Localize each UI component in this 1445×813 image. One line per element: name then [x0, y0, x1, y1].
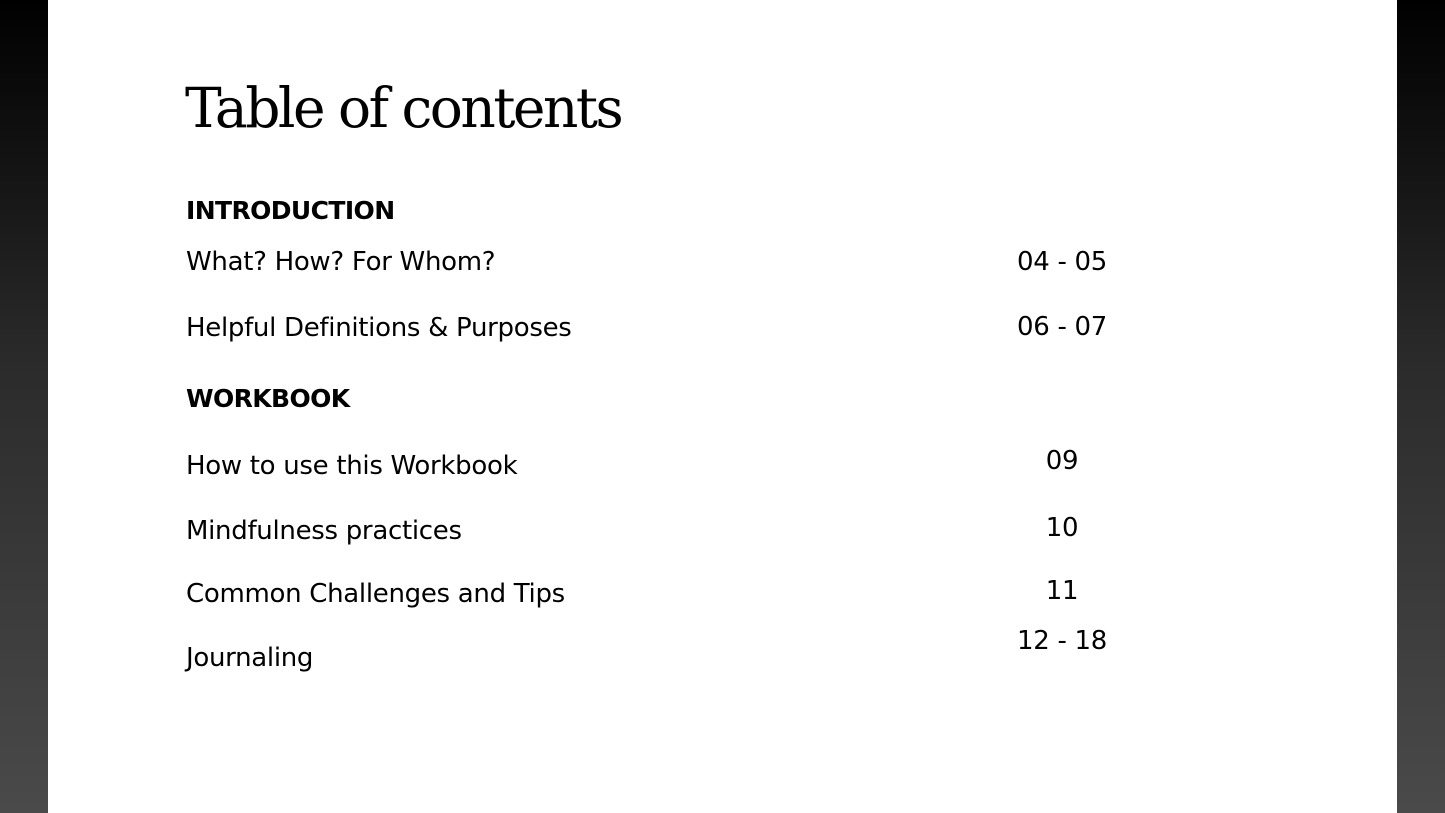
- toc-entry-pages: 04 - 05: [1017, 247, 1107, 277]
- section-heading-workbook: WORKBOOK: [186, 384, 350, 413]
- page-title: Table of contents: [185, 76, 622, 140]
- toc-entry-label: Mindfulness practices: [186, 516, 462, 546]
- toc-entry-label: Journaling: [186, 643, 314, 673]
- toc-entry-pages: 09: [1045, 446, 1079, 476]
- document-page: [48, 0, 1397, 813]
- toc-entry-pages: 06 - 07: [1017, 312, 1107, 342]
- toc-entry-label: How to use this Workbook: [186, 451, 518, 481]
- toc-entry-pages: 11: [1045, 576, 1079, 606]
- section-heading-introduction: INTRODUCTION: [186, 196, 395, 225]
- toc-entry-pages: 10: [1045, 513, 1079, 543]
- toc-entry-label: What? How? For Whom?: [186, 247, 496, 277]
- toc-entry-label: Helpful Definitions & Purposes: [186, 313, 572, 343]
- toc-entry-label: Common Challenges and Tips: [186, 579, 565, 609]
- toc-entry-pages: 12 - 18: [1017, 626, 1107, 656]
